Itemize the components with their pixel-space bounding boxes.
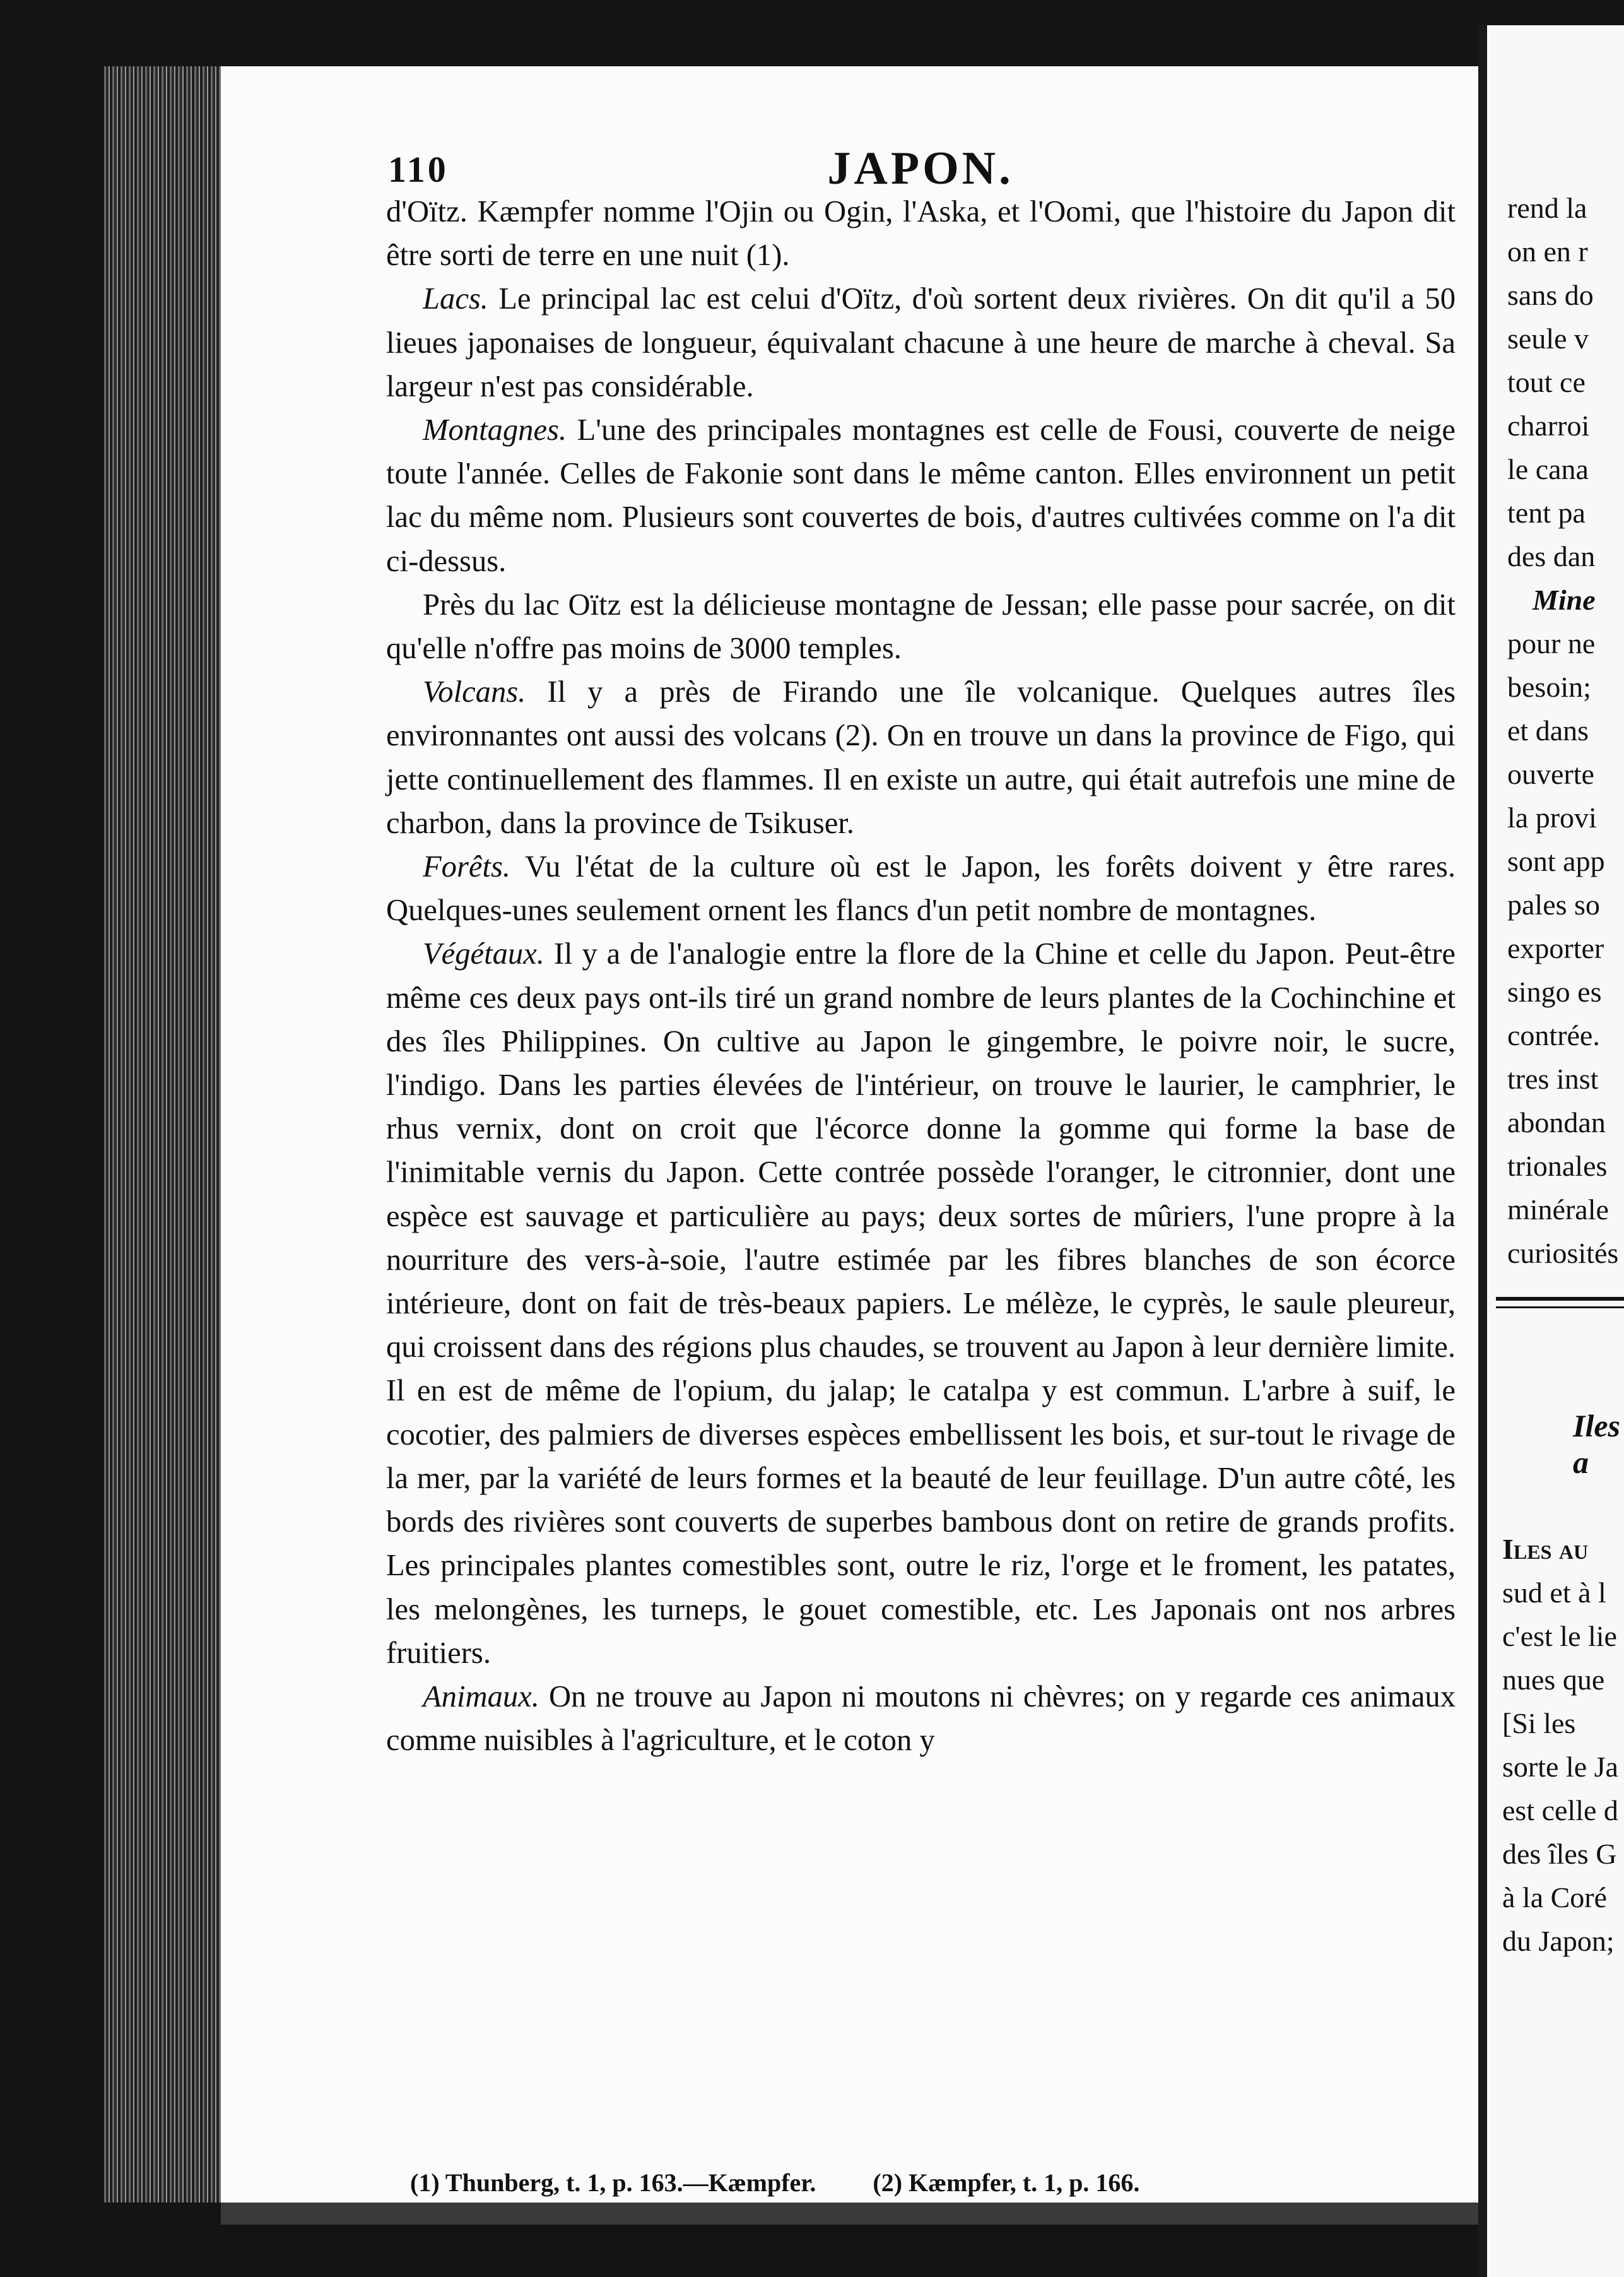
facing-page-line: on en r (1507, 235, 1588, 268)
paragraph (386, 670, 1456, 845)
facing-page-line: pour ne (1507, 627, 1596, 659)
section-lead: Lacs. (423, 281, 488, 316)
paragraph (386, 932, 1456, 1674)
paragraph (386, 277, 1456, 408)
gutter-shadow (1478, 25, 1487, 2277)
paragraph-text: L'une des principales montagnes est celle de Fousi, couverte de neige toute l'année. Celles de Fakonie sont dans le même canton. Elles environnent un petit lac du même nom. Plusieurs sont couvertes de bois, d'autres cultivées comme on l'a dit ci-dessus. (386, 413, 1456, 578)
paragraph (386, 190, 1456, 277)
facing-page-line: la provi (1507, 801, 1597, 834)
section-lead: Végétaux. (423, 937, 544, 971)
facing-page-line: sorte le Ja (1502, 1751, 1618, 1783)
facing-page-line: rend la (1507, 192, 1587, 224)
paragraph-text: Vu l'état de la culture où est le Japon, les forêts doivent y être rares. Quelques-unes seulement ornent les flancs d'un petit nombre de montagnes. (386, 849, 1456, 928)
facing-page-line: besoin; (1507, 671, 1591, 703)
facing-page-line: le cana (1507, 453, 1589, 485)
rule (1496, 1297, 1624, 1301)
facing-page-line: exporter (1507, 932, 1604, 964)
facing-page-line: charroi (1507, 410, 1590, 442)
book-fore-edge (104, 66, 221, 2203)
paragraph-text: Le principal lac est celui d'Oïtz, d'où sortent deux rivières. On dit qu'il a 50 lieues japonaises de longueur, équivalant chacune à une heure de marche à cheval. Sa largeur n'est pas considérable. (386, 281, 1456, 403)
paragraph-text: On ne trouve au Japon ni moutons ni chèvres; on y regarde ces animaux comme nuisibles à l'agriculture, et le coton y (386, 1679, 1456, 1758)
facing-page-text-bottom (1502, 1527, 1618, 1963)
facing-page-line: nues que (1502, 1664, 1605, 1696)
paragraph (386, 408, 1456, 583)
rule (1496, 1306, 1624, 1308)
paragraph (386, 583, 1456, 670)
facing-page-line: contrée. (1507, 1019, 1600, 1051)
book-page (221, 66, 1478, 2203)
facing-page-line: tent pa (1507, 497, 1586, 529)
running-head: JAPON. (827, 143, 1014, 194)
facing-page-line: tres inst (1507, 1063, 1599, 1095)
facing-page-line: pales so (1507, 889, 1600, 921)
paragraph-text: d'Oïtz. Kæmpfer nomme l'Ojin ou Ogin, l'Aska, et l'Oomi, que l'histoire du Japon dit être sorti de terre en une nuit (1). (386, 194, 1456, 273)
facing-page-line: ouverte (1507, 758, 1594, 790)
facing-page-line: tout ce (1507, 366, 1586, 398)
main-text (386, 190, 1456, 1762)
paragraph (386, 845, 1456, 932)
facing-page (1478, 25, 1624, 2277)
facing-page-line: curiosités (1507, 1237, 1619, 1269)
facing-page-line: sud et à l (1502, 1576, 1606, 1609)
facing-page-text-top (1507, 186, 1618, 1275)
facing-page-line: à la Coré (1502, 1881, 1608, 1913)
paragraph (386, 1675, 1456, 1762)
paragraph-text: Il y a de l'analogie entre la flore de la Chine et celle du Japon. Peut-être même ces deux pays ont-ils tiré un grand nombre de leurs plantes de la Cochinchine et des îles Philippines. On cultive au Japon le gingembre, le poivre noir, le sucre, l'indigo. Dans les parties élevées de l'intérieur, on trouve le laurier, le camphrier, le rhus vernix, dont on croit que l'écorce donne la gomme qui forme la base de l'inimitable vernis du Japon. Cette contrée possède l'oranger, le citronnier, dont une espèce est sauvage et particulière au pays; deux sortes de mûriers, l'une propre à la nourriture des vers-à-soie, l'autre estimée par les fibres blanches de son écorce intérieure, dont on fait de très-beaux papiers. Le mélèze, le cyprès, le saule pleureur, qui croissent dans des régions plus chaudes, se trouvent au Japon à leur dernière limite. Il en est de même de l'opium, du jalap; le catalpa y est commun. L'arbre à suif, le cocotier, des palmiers de diverses espèces embellissent les bois, et sur-tout le rivage de la mer, par la variété de leurs formes et la beauté de leur feuillage. D'un autre côté, les bords des rivières sont couverts de superbes bambous dont on retire de grands profits. Les principales plantes comestibles sont, outre le riz, l'orge et le froment, les patates, les melongènes, les turneps, le gouet comestible, etc. Les Japonais ont nos arbres fruitiers. (386, 937, 1456, 1670)
facing-page-line: seule v (1507, 322, 1589, 355)
facing-page-line: sont app (1507, 845, 1605, 877)
facing-page-line: Iles au (1502, 1533, 1589, 1565)
facing-page-line: sans do (1507, 279, 1594, 311)
paragraph-text: Il y a près de Firando une île volcanique. Quelques autres îles environnantes ont aussi des volcans (2). On en trouve un dans la province de Figo, qui jette continuellement des flammes. Il en existe un autre, qui était autrefois une mine de charbon, dans la province de Tsikuser. (386, 675, 1456, 840)
section-lead: Montagnes. (423, 413, 567, 447)
facing-page-line: et dans (1507, 714, 1589, 747)
facing-page-line: minérale (1507, 1193, 1609, 1226)
footnote-2: (2) Kæmpfer, t. 1, p. 166. (873, 2168, 1140, 2197)
facing-page-heading: Iles a (1573, 1408, 1620, 1480)
section-lead: Animaux. (423, 1679, 539, 1713)
page-number: 110 (388, 149, 449, 190)
footnote-1: (1) Thunberg, t. 1, p. 163.—Kæmpfer. (410, 2168, 816, 2197)
facing-page-line: est celle d (1502, 1794, 1618, 1826)
facing-page-line: [Si les (1502, 1707, 1576, 1739)
facing-page-line: des dan (1507, 540, 1596, 572)
section-lead: Forêts. (423, 849, 511, 884)
facing-page-line: c'est le lie (1502, 1620, 1617, 1652)
facing-page-line: singo es (1507, 976, 1602, 1008)
section-lead: Volcans. (423, 675, 526, 709)
facing-page-line: Mine (1533, 584, 1596, 616)
facing-page-line: du Japon; (1502, 1925, 1615, 1957)
paragraph-text: Près du lac Oïtz est la délicieuse montagne de Jessan; elle passe pour sacrée, on dit qu'elle n'offre pas moins de 3000 temples. (386, 587, 1456, 666)
facing-page-line: trionales (1507, 1150, 1608, 1182)
footnotes (410, 2168, 1483, 2197)
facing-page-line: des îles G (1502, 1838, 1617, 1870)
facing-page-line: abondan (1507, 1106, 1606, 1138)
